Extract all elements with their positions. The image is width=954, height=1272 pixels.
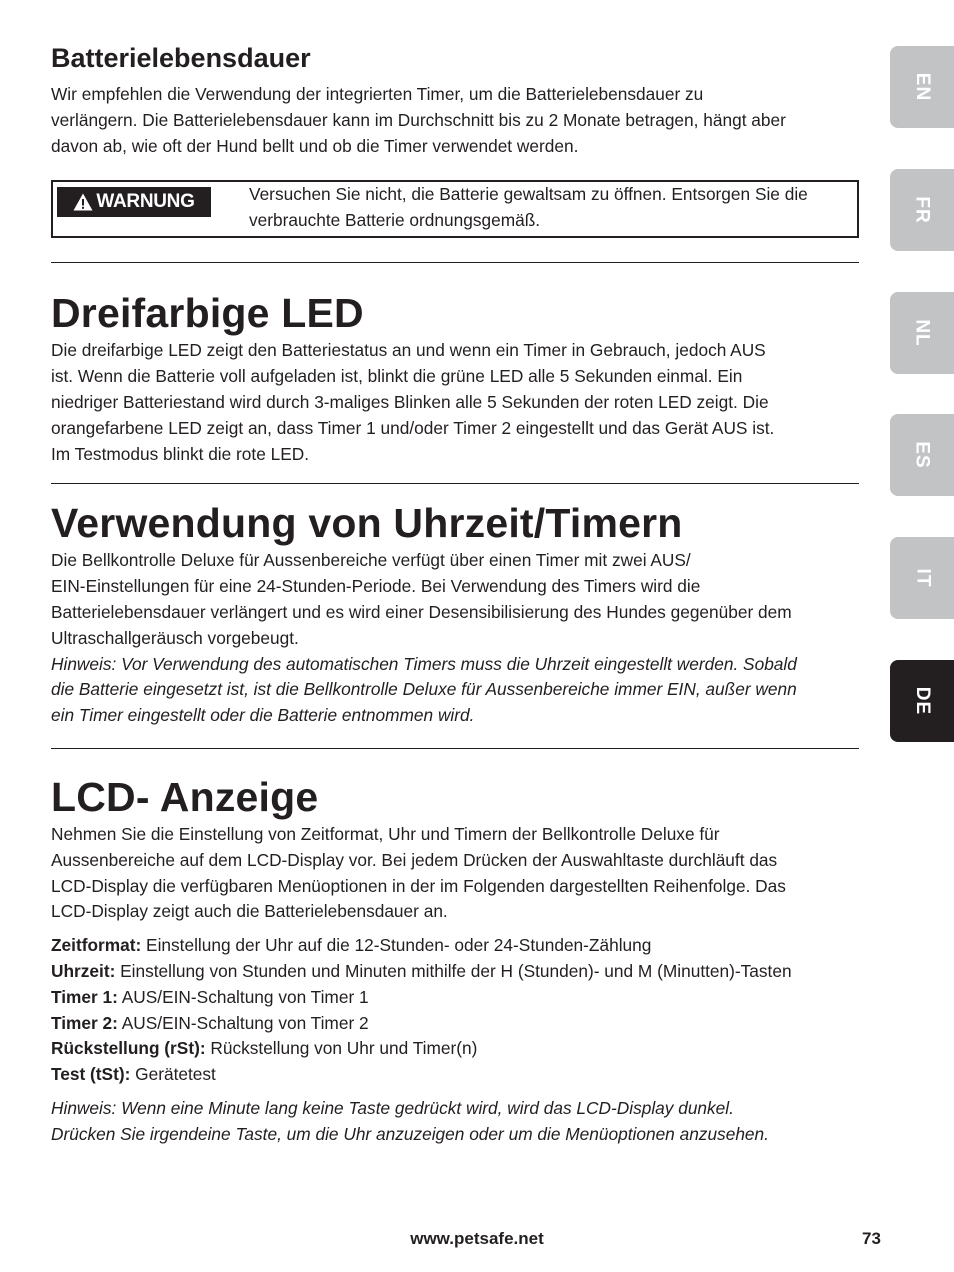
- definition-row: [51, 1062, 859, 1088]
- tab-de[interactable]: [890, 660, 954, 742]
- definition-desc: Rückstellung von Uhr und Timer(n): [205, 1038, 478, 1059]
- definition-row: [51, 1036, 859, 1062]
- definition-term: Zeitformat:: [51, 935, 142, 956]
- paragraph-line: davon ab, wie oft der Hund bellt und ob die Timer verwendet werden.: [51, 135, 579, 156]
- section-divider: [51, 483, 859, 484]
- definition-term: Rückstellung (rSt):: [51, 1038, 206, 1059]
- definition-row: [51, 933, 859, 959]
- paragraph-line: Batterielebensdauer verlängert und es wird einer Desensibilisierung des Hundes gegenüber dem: [51, 601, 792, 622]
- page-number: 73: [862, 1229, 881, 1248]
- lcd-note: [51, 1096, 859, 1148]
- definition-desc: Gerätetest: [130, 1064, 216, 1085]
- paragraph-line: Die dreifarbige LED zeigt den Batteriestatus an und wenn ein Timer in Gebrauch, jedoch AUS: [51, 340, 766, 361]
- tab-it[interactable]: [890, 537, 954, 619]
- note-line: ein Timer eingestellt oder die Batterie entnommen wird.: [51, 705, 475, 726]
- footer-url: www.petsafe.net: [410, 1229, 544, 1248]
- definition-row: [51, 959, 859, 985]
- warning-text: [249, 182, 849, 233]
- definition-term: Test (tSt):: [51, 1064, 131, 1085]
- section-title-lcd: LCD- Anzeige: [51, 773, 319, 820]
- tab-fr[interactable]: [890, 169, 954, 251]
- definition-row: [51, 1011, 859, 1037]
- section-title-led: Dreifarbige LED: [51, 290, 364, 337]
- definition-term: Uhrzeit:: [51, 960, 116, 981]
- paragraph-line: Im Testmodus blinkt die rote LED.: [51, 443, 310, 464]
- warning-label: WARNUNG: [96, 191, 195, 213]
- section-title-battery: Batterielebensdauer: [51, 43, 311, 73]
- tab-es[interactable]: [890, 414, 954, 496]
- note-line: die Batterie eingesetzt ist, ist die Bellkontrolle Deluxe für Aussenbereiche immer EIN, außer wenn: [51, 679, 797, 700]
- tab-label: DE: [912, 686, 933, 716]
- timers-paragraph: [51, 548, 859, 729]
- warning-box: [51, 180, 859, 238]
- definition-desc: AUS/EIN-Schaltung von Timer 2: [117, 1012, 369, 1033]
- paragraph-line: Nehmen Sie die Einstellung von Zeitformat, Uhr und Timern der Bellkontrolle Deluxe für: [51, 823, 720, 844]
- paragraph-line: LCD-Display die verfügbaren Menüoptionen in der im Folgenden dargestellten Reihenfolge. Das: [51, 875, 786, 896]
- paragraph-line: orangefarbene LED zeigt an, dass Timer 1 und/oder Timer 2 eingestellt und das Gerät AUS ist.: [51, 417, 775, 438]
- tab-label: NL: [911, 319, 933, 347]
- led-paragraph: [51, 338, 859, 467]
- paragraph-line: EIN-Einstellungen für eine 24-Stunden-Periode. Bei Verwendung des Timers wird die: [51, 576, 701, 597]
- tab-label: FR: [911, 196, 933, 224]
- battery-paragraph: [51, 82, 859, 159]
- note-line: Hinweis: Wenn eine Minute lang keine Taste gedrückt wird, wird das LCD-Display dunkel.: [51, 1097, 734, 1118]
- page-content: [51, 40, 859, 1148]
- paragraph-line: Wir empfehlen die Verwendung der integrierten Timer, um die Batterielebensdauer zu: [51, 84, 704, 104]
- menu-options-list: [51, 933, 859, 1088]
- section-title-timers: Verwendung von Uhrzeit/Timern: [51, 500, 683, 547]
- warning-line: Versuchen Sie nicht, die Batterie gewaltsam zu öffnen. Entsorgen Sie die: [249, 184, 808, 205]
- definition-desc: Einstellung der Uhr auf die 12-Stunden- oder 24-Stunden-Zählung: [141, 935, 652, 956]
- note-line: Drücken Sie irgendeine Taste, um die Uhr anzuzeigen oder um die Menüoptionen anzusehen.: [51, 1123, 769, 1144]
- warning-triangle-icon: [73, 193, 93, 211]
- note-line: Hinweis: Vor Verwendung des automatischen Timers muss die Uhrzeit eingestellt werden. Sobald: [51, 653, 797, 674]
- definition-term: Timer 1:: [51, 986, 118, 1007]
- paragraph-line: LCD-Display zeigt auch die Batterielebensdauer an.: [51, 901, 448, 922]
- paragraph-line: ist. Wenn die Batterie voll aufgeladen ist, blinkt die grüne LED alle 5 Sekunden einmal. Ein: [51, 366, 743, 387]
- tab-en[interactable]: [890, 46, 954, 128]
- section-divider: [51, 262, 859, 263]
- tab-label: IT: [911, 568, 933, 588]
- tab-label: ES: [911, 441, 933, 469]
- lcd-paragraph: [51, 822, 859, 925]
- tab-label: EN: [912, 72, 933, 102]
- definition-row: [51, 985, 859, 1011]
- tab-nl[interactable]: [890, 292, 954, 374]
- section-divider: [51, 748, 859, 749]
- warning-line: verbrauchte Batterie ordnungsgemäß.: [249, 209, 541, 230]
- paragraph-line: niedriger Batteriestand wird durch 3-maliges Blinken alle 5 Sekunden der roten LED zeigt. Die: [51, 391, 769, 412]
- paragraph-line: Die Bellkontrolle Deluxe für Aussenbereiche verfügt über einen Timer mit zwei AUS/: [51, 550, 691, 571]
- definition-desc: AUS/EIN-Schaltung von Timer 1: [117, 986, 369, 1007]
- paragraph-line: verlängern. Die Batterielebensdauer kann im Durchschnitt bis zu 2 Monate betragen, hängt aber: [51, 109, 786, 130]
- definition-desc: Einstellung von Stunden und Minuten mithilfe der H (Stunden)- und M (Minutten)-Tasten: [115, 960, 792, 981]
- warning-badge: [57, 187, 211, 217]
- definition-term: Timer 2:: [51, 1012, 118, 1033]
- paragraph-line: Aussenbereiche auf dem LCD-Display vor. Bei jedem Drücken der Auswahltaste durchläuft das: [51, 849, 778, 870]
- paragraph-line: Ultraschallgeräusch vorgebeugt.: [51, 627, 299, 648]
